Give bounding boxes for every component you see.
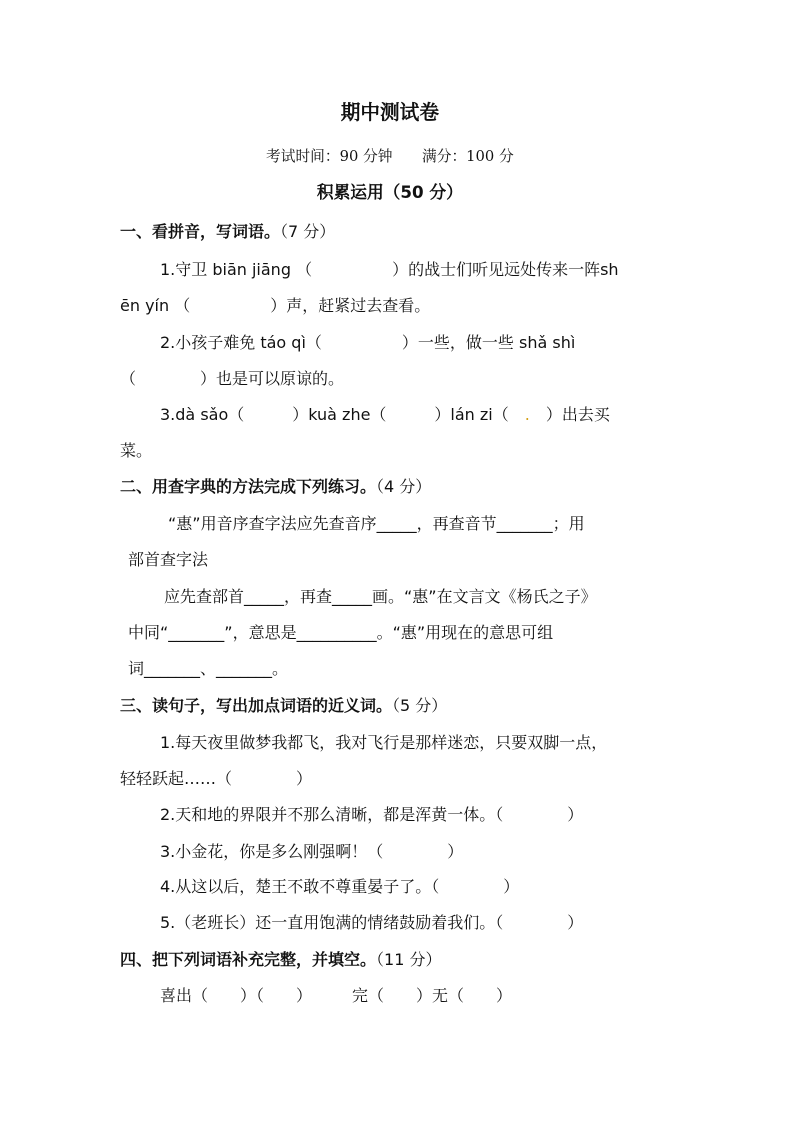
q4-heading-text: 四、把下列词语补充完整，并填空。 xyxy=(120,950,377,969)
q2-line1: “惠”用音序查字法应先查音序_____，再查音节_______；用 xyxy=(168,514,585,533)
q1-item1-line2: ēn yín （ ）声，赶紧过去查看。 xyxy=(120,296,431,315)
q1-item2-line2: （ ）也是可以原谅的。 xyxy=(120,369,345,388)
q2-line2: 部首查字法 xyxy=(128,550,209,569)
q3-item5: 5.（老班长）还一直用饱满的情绪鼓励着我们。（ ） xyxy=(160,913,584,932)
q3-heading xyxy=(120,696,447,716)
exam-info xyxy=(0,146,780,166)
q2-heading-text: 二、用查字典的方法完成下列练习。 xyxy=(120,477,377,496)
q3-heading-text: 三、读句子，写出加点词语的近义词。 xyxy=(120,696,393,715)
q1-heading-text: 一、看拼音，写词语。 xyxy=(120,222,281,241)
exam-time: 考试时间：90 分钟 xyxy=(265,147,393,165)
exam-score: 满分：100 分 xyxy=(421,147,514,165)
q1-item3-line2: 菜。 xyxy=(120,441,153,460)
q2-line5: 词_______、_______。 xyxy=(128,659,289,678)
q3-item3: 3.小金花，你是多么刚强啊！（ ） xyxy=(160,842,464,861)
q4-row1: 喜出（ ）（ ） 完（ ）无（ ） xyxy=(160,986,513,1005)
q2-score: （4 分） xyxy=(376,477,432,496)
q1-item3-part2: ）出去买 xyxy=(529,405,610,424)
q2-line4: 中同“_______”，意思是__________。“惠”用现在的意思可组 xyxy=(128,623,554,642)
q1-item3-part1: 3.dà sǎo（ ）kuà zhe（ ）lán zi（ xyxy=(160,405,525,424)
exam-title: 期中测试卷 xyxy=(340,100,439,124)
q3-item4: 4.从这以后，楚王不敢不尊重晏子了。（ ） xyxy=(160,877,520,896)
q4-heading xyxy=(120,950,441,970)
q1-item3-line1 xyxy=(160,405,610,425)
q1-item1-line1: 1.守卫 biān jiāng （ ）的战士们听见远处传来一阵sh xyxy=(160,260,619,279)
q3-item2: 2.天和地的界限并不那么清晰，都是浑黄一体。（ ） xyxy=(160,805,584,824)
q1-score: （7 分） xyxy=(280,222,336,241)
q2-heading xyxy=(120,477,431,497)
q1-item2-line1: 2.小孩子难免 táo qì（ ）一些，做一些 shǎ shì xyxy=(160,333,576,352)
q2-line3: 应先查部首_____，再查_____画。“惠”在文言文《杨氏之子》 xyxy=(164,587,597,606)
section-title: 积累运用（50 分） xyxy=(316,183,463,203)
q3-item1-line2: 轻轻跃起……（ ） xyxy=(120,769,313,788)
q3-item1-line1: 1.每天夜里做梦我都飞，我对飞行是那样迷恋，只要双脚一点， xyxy=(160,733,608,752)
q1-heading xyxy=(120,222,335,242)
q1-item3-dot: . xyxy=(524,405,530,424)
q4-score: （11 分） xyxy=(376,950,442,969)
q3-score: （5 分） xyxy=(392,696,448,715)
